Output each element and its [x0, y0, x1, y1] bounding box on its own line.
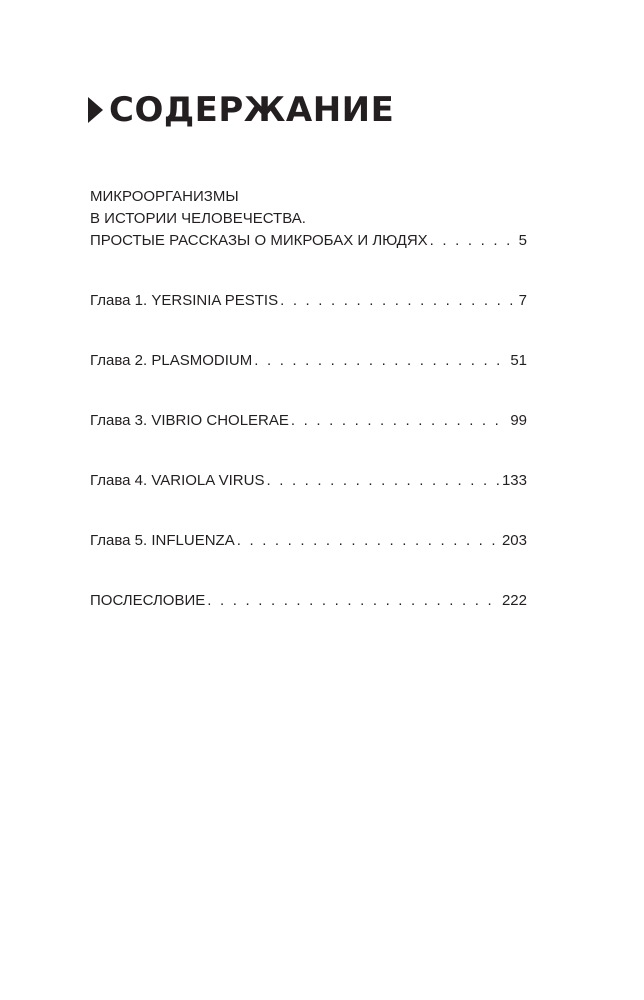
dot-leader — [280, 290, 517, 312]
toc-entry-intro-label: ПРОСТЫЕ РАССКАЗЫ О МИКРОБАХ И ЛЮДЯХ — [90, 232, 428, 249]
toc-entry-label: Глава 3. VIBRIO CHOLERAE — [90, 412, 289, 429]
triangle-right-icon — [88, 97, 103, 123]
table-of-contents — [90, 186, 527, 612]
dot-leader — [430, 230, 517, 252]
dot-leader — [254, 350, 508, 372]
page-heading — [88, 86, 394, 134]
toc-entry-chapter-2[interactable] — [90, 350, 527, 372]
toc-entry-chapter-3[interactable] — [90, 410, 527, 432]
toc-entry-label: ПОСЛЕСЛОВИЕ — [90, 592, 206, 609]
toc-entry-chapter-4[interactable] — [90, 470, 527, 492]
toc-entry-page: 222 — [501, 592, 527, 609]
toc-entry-page: 51 — [510, 352, 527, 369]
toc-entry-page: 133 — [501, 472, 527, 489]
toc-entry-intro[interactable] — [90, 186, 527, 252]
dot-leader — [207, 590, 500, 612]
toc-entry-page: 7 — [518, 292, 527, 309]
page-title: СОДЕРЖАНИЕ — [109, 90, 395, 130]
dot-leader — [266, 470, 500, 492]
toc-entry-label: Глава 4. VARIOLA VIRUS — [90, 472, 265, 489]
dot-leader — [291, 410, 508, 432]
toc-entry-page: 99 — [510, 412, 527, 429]
toc-entry-chapter-5[interactable] — [90, 530, 527, 552]
toc-entry-label: Глава 2. PLASMODIUM — [90, 352, 253, 369]
dot-leader — [237, 530, 500, 552]
toc-entry-intro-line-2: В ИСТОРИИ ЧЕЛОВЕЧЕСТВА. — [90, 210, 306, 227]
toc-entry-intro-line-1: МИКРООРГАНИЗМЫ — [90, 188, 239, 205]
toc-entry-afterword[interactable] — [90, 590, 527, 612]
toc-entry-page: 203 — [501, 532, 527, 549]
toc-entry-chapter-1[interactable] — [90, 290, 527, 312]
toc-entry-label: Глава 1. YERSINIA PESTIS — [90, 292, 279, 309]
toc-entry-intro-page: 5 — [518, 232, 527, 249]
toc-entry-label: Глава 5. INFLUENZA — [90, 532, 235, 549]
